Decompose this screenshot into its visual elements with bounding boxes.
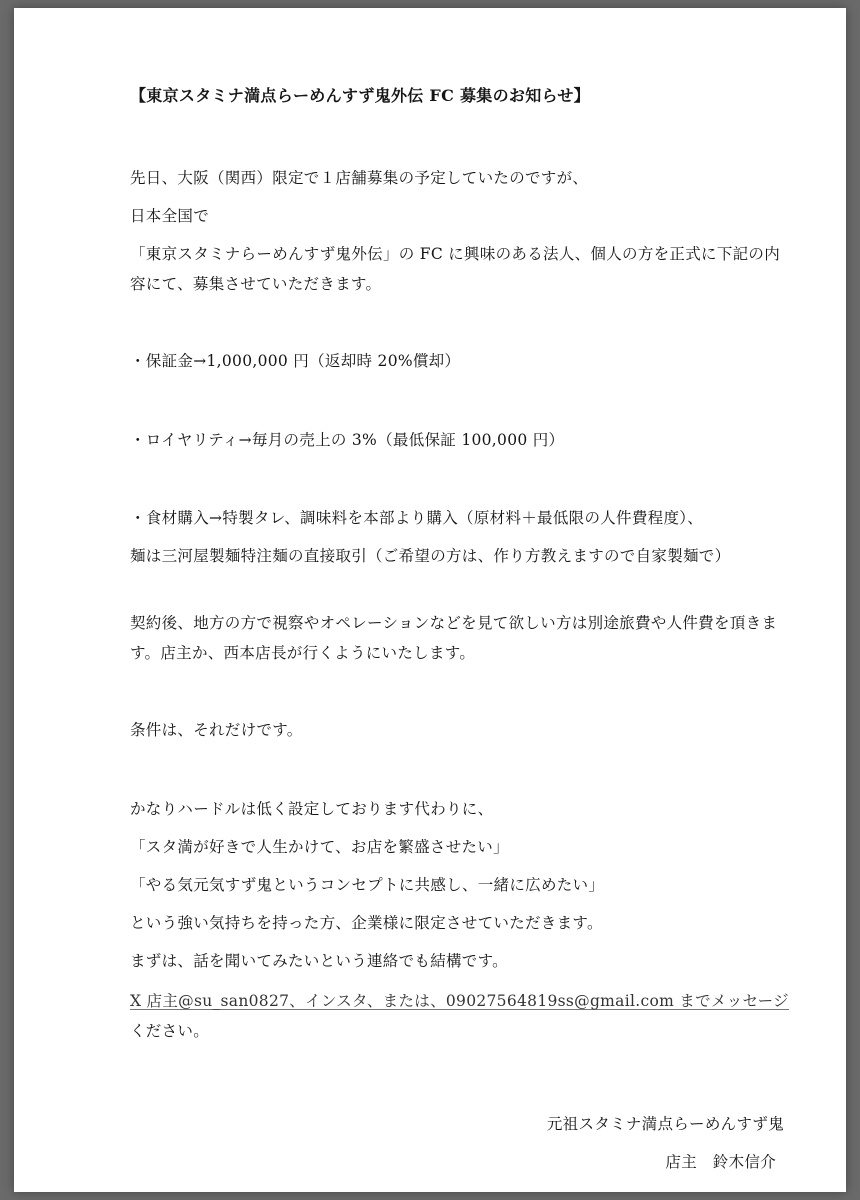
- closing-line-3: 「やる気元気すず鬼というコンセプトに共感し、一緒に広めたい」: [130, 876, 605, 894]
- closing-line-1: かなりハードルは低く設定しております代わりに、: [130, 800, 494, 818]
- document-title: 【東京スタミナ満点らーめんすず鬼外伝 FC 募集のお知らせ】: [130, 86, 590, 105]
- intro-line-1: 先日、大阪（関西）限定で１店舗募集の予定していたのですが、: [130, 169, 589, 187]
- closing-line-5: まずは、話を聞いてみたいという連絡でも結構です。: [130, 952, 508, 970]
- ingredients-condition-1: ・食材購入→特製タレ、調味料を本部より購入（原材料＋最低限の人件費程度）、: [130, 509, 704, 527]
- document-page: [14, 8, 846, 1192]
- contact-end-text: ください。: [130, 1022, 210, 1040]
- closing-line-4: という強い気持ちを持った方、企業様に限定させていただきます。: [130, 914, 603, 932]
- visit-line-2: す。店主か、西本店長が行くようにいたします。: [130, 644, 476, 662]
- signature-owner: 店主 鈴木信介: [665, 1152, 776, 1171]
- signature-shop: 元祖スタミナ満点らーめんすず鬼: [546, 1114, 784, 1133]
- closing-line-2: 「スタ満が好きで人生かけて、お店を繁盛させたい」: [130, 838, 509, 856]
- visit-line-1: 契約後、地方の方で視察やオペレーションなどを見て欲しい方は別途旅費や人件費を頂きま: [130, 614, 778, 632]
- contact-link-line[interactable]: X 店主@su_san0827、インスタ、または、09027564819ss@gmail.com までメッセージ: [130, 992, 789, 1010]
- only-condition-text: 条件は、それだけです。: [130, 721, 303, 739]
- ingredients-condition-2: 麺は三河屋製麺特注麺の直接取引（ご希望の方は、作り方教えますので自家製麺で）: [130, 547, 731, 565]
- intro-line-3: 「東京スタミナらーめんすず鬼外伝」の FC に興味のある法人、個人の方を正式に下記の内: [130, 245, 781, 263]
- deposit-condition: ・保証金→1,000,000 円（返却時 20%償却）: [130, 352, 461, 370]
- intro-line-2: 日本全国で: [130, 207, 210, 225]
- royalty-condition: ・ロイヤリティ→毎月の売上の 3%（最低保証 100,000 円）: [130, 431, 565, 449]
- intro-line-4: 容にて、募集させていただきます。: [130, 275, 382, 293]
